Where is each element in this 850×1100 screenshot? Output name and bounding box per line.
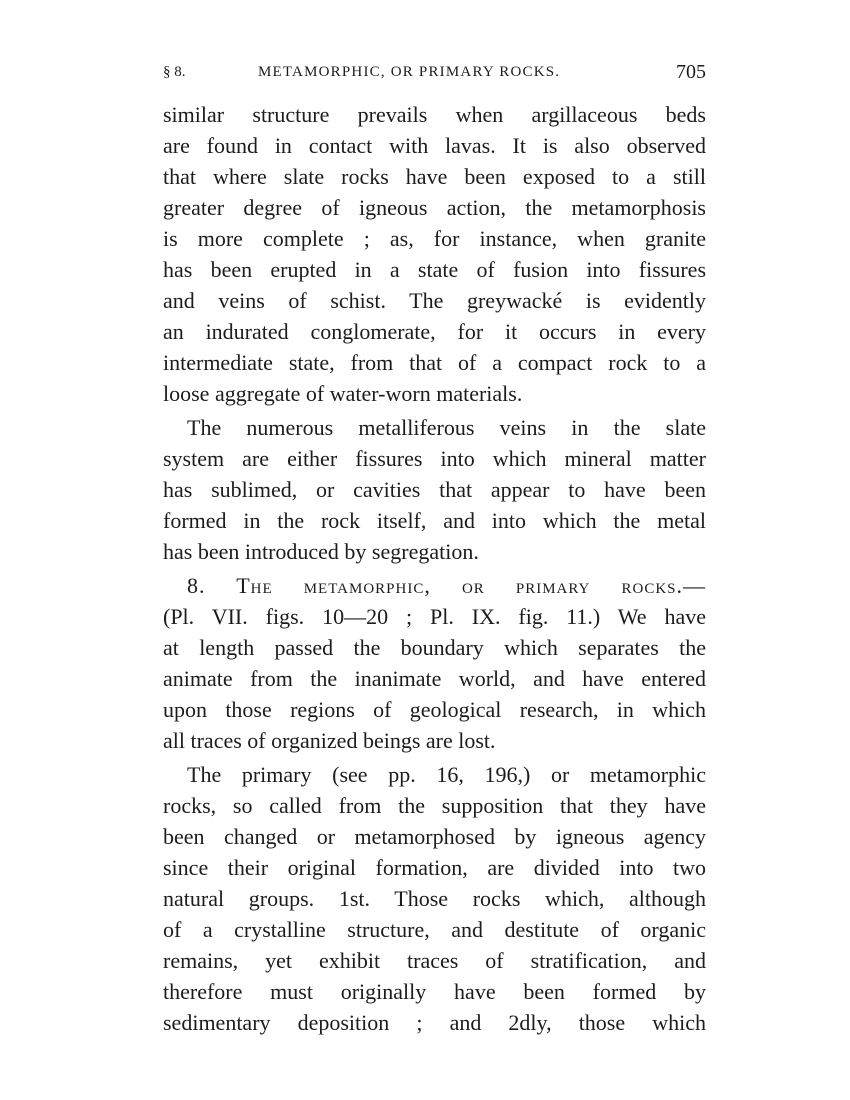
text-line: animate from the inanimate world, and have entered	[163, 666, 706, 691]
text-line: sedimentary deposition ; and 2dly, those which	[163, 1010, 706, 1035]
text-line: remains, yet exhibit traces of stratification, and	[163, 948, 706, 973]
text-line: and veins of schist. The greywacké is evidently	[163, 288, 706, 313]
section-marker: § 8.	[163, 64, 186, 80]
text-line: natural groups. 1st. Those rocks which, although	[163, 886, 706, 911]
running-head	[163, 60, 708, 84]
text-line: rocks, so called from the supposition that they have	[163, 793, 706, 818]
text-line: loose aggregate of water-worn materials.	[163, 381, 523, 406]
text-line: The primary (see pp. 16, 196,) or metamorphic	[187, 762, 706, 787]
text-line: that where slate rocks have been exposed to a still	[163, 164, 706, 189]
text-line: system are either fissures into which mineral matter	[163, 446, 706, 471]
text-line: has been introduced by segregation.	[163, 539, 479, 564]
text-line: all traces of organized beings are lost.	[163, 728, 496, 753]
text-line: an indurated conglomerate, for it occurs in every	[163, 319, 706, 344]
text-line: since their original formation, are divided into two	[163, 855, 706, 880]
text-line: at length passed the boundary which separates the	[163, 635, 706, 660]
text-line: is more complete ; as, for instance, when granite	[163, 226, 706, 251]
body-text	[163, 99, 706, 1038]
text-line: similar structure prevails when argillaceous beds	[163, 102, 706, 127]
text-line: therefore must originally have been formed by	[163, 979, 706, 1004]
text-line: formed in the rock itself, and into which the metal	[163, 508, 706, 533]
page-number: 705	[676, 61, 706, 83]
text-line: upon those regions of geological research, in which	[163, 697, 706, 722]
text-line: (Pl. VII. figs. 10—20 ; Pl. IX. fig. 11.) We have	[163, 604, 706, 629]
section-heading-line: 8. The metamorphic, or primary rocks.—	[187, 573, 706, 598]
text-line: intermediate state, from that of a compact rock to a	[163, 350, 706, 375]
text-line: has been erupted in a state of fusion into fissures	[163, 257, 706, 282]
text-line: greater degree of igneous action, the metamorphosis	[163, 195, 706, 220]
text-line: of a crystalline structure, and destitute of organic	[163, 917, 706, 942]
text-line: The numerous metalliferous veins in the slate	[187, 415, 706, 440]
text-line: has sublimed, or cavities that appear to have been	[163, 477, 706, 502]
text-line: are found in contact with lavas. It is also observed	[163, 133, 706, 158]
text-line: been changed or metamorphosed by igneous agency	[163, 824, 706, 849]
running-head-title: METAMORPHIC, OR PRIMARY ROCKS.	[258, 64, 561, 80]
